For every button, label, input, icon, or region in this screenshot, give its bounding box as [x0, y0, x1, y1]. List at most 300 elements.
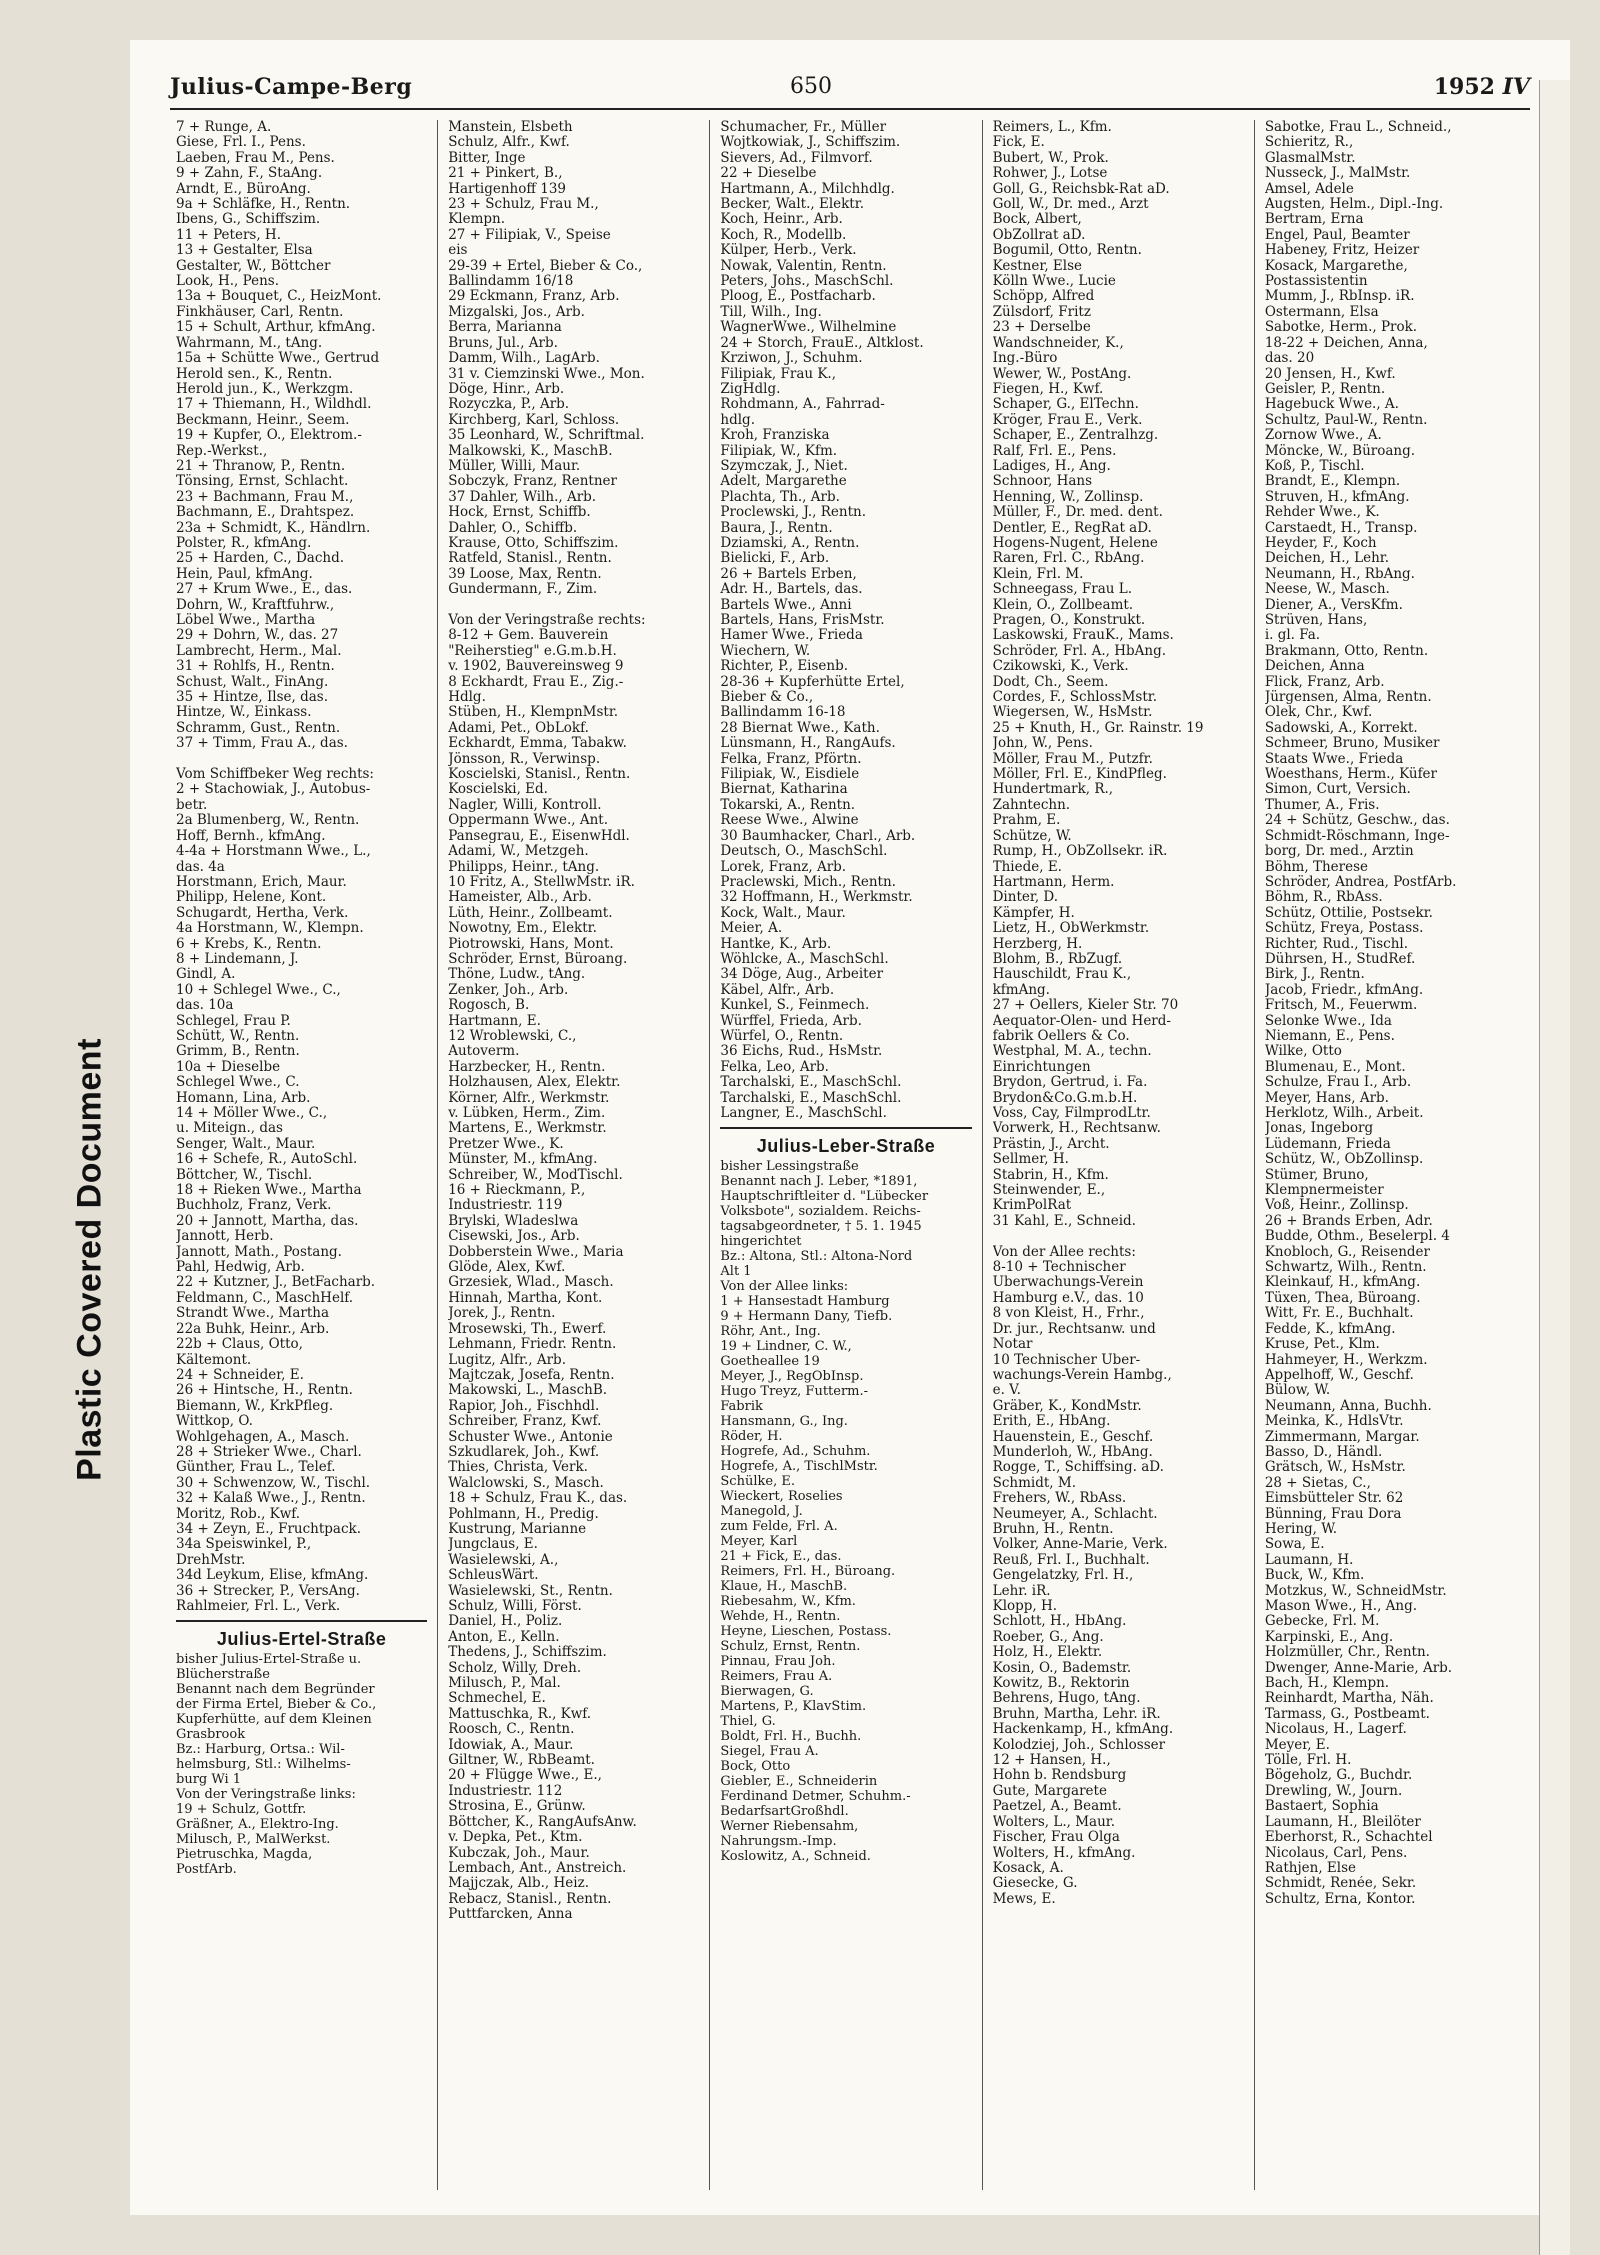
- directory-line: Gute, Margarete: [992, 1783, 1107, 1799]
- section-line: Bock, Otto: [720, 1758, 791, 1774]
- section-line: Alt 1: [720, 1263, 752, 1279]
- directory-line: Sobczyk, Franz, Rentner: [448, 474, 617, 490]
- directory-line: 25 + Knuth, H., Gr. Rainstr. 19: [992, 720, 1204, 736]
- section-line: Meyer, J., RegObInsp.: [720, 1368, 864, 1384]
- directory-line: Milusch, P., Mal.: [448, 1676, 561, 1692]
- directory-line: Hdlg.: [448, 690, 486, 706]
- directory-line: Schütz, Ottilie, Postsekr.: [1264, 905, 1433, 921]
- directory-line: Bogumil, Otto, Rentn.: [992, 243, 1142, 259]
- section-line: Kupferhütte, auf dem Kleinen: [176, 1711, 372, 1727]
- directory-line: Hintze, W., Einkass.: [176, 705, 312, 721]
- directory-line: Kirchberg, Karl, Schloss.: [448, 412, 620, 428]
- directory-line: Steinwender, E.,: [992, 1183, 1106, 1199]
- directory-line: Rehder Wwe., K.: [1264, 505, 1380, 521]
- directory-line: Manstein, Elsbeth: [448, 120, 573, 135]
- directory-line: Grimm, B., Rentn.: [176, 1044, 300, 1060]
- directory-line: Koch, R., Modellb.: [720, 227, 847, 243]
- directory-line: Basso, D., Händl.: [1264, 1444, 1383, 1460]
- directory-line: Neumeyer, A., Schlacht.: [992, 1506, 1158, 1522]
- directory-line: Herold jun., K., Werkzgm.: [176, 381, 354, 397]
- directory-line: Schuster Wwe., Antonie: [448, 1429, 613, 1445]
- directory-line: 26 + Hintsche, H., Rentn.: [176, 1383, 353, 1399]
- section-line: Reimers, Frau A.: [720, 1668, 833, 1684]
- directory-line: Schütt, W., Rentn.: [176, 1028, 300, 1044]
- directory-line: Selonke Wwe., Ida: [1264, 1013, 1392, 1029]
- directory-line: Dahler, O., Schiffb.: [448, 520, 578, 536]
- section-line: Boldt, Frl. H., Buchh.: [720, 1728, 862, 1744]
- directory-line: Notar: [992, 1337, 1033, 1353]
- directory-line: kfmAng.: [992, 982, 1050, 998]
- directory-line: Jönsson, R., Verwinsp.: [448, 751, 601, 767]
- column-3: [710, 120, 982, 2190]
- directory-line: betr.: [176, 797, 208, 813]
- directory-line: Schütz, W., ObZollinsp.: [1264, 1152, 1424, 1168]
- directory-line: Zornow Wwe., A.: [1264, 428, 1382, 444]
- directory-line: Kroh, Franziska: [720, 428, 830, 444]
- directory-line: Plachta, Th., Arb.: [720, 489, 840, 505]
- section-line: Pietruschka, Magda,: [176, 1846, 313, 1862]
- directory-line: Wilke, Otto: [1264, 1044, 1342, 1060]
- directory-line: Rapior, Joh., Fischhdl.: [448, 1398, 600, 1414]
- directory-line: Möncke, W., Büroang.: [1264, 443, 1416, 459]
- directory-line: Nusseck, J., MalMstr.: [1264, 166, 1411, 182]
- directory-line: 35 + Hintze, Ilse, das.: [176, 690, 329, 706]
- directory-line: Bünning, Frau Dora: [1264, 1506, 1402, 1522]
- directory-line: Lietz, H., ObWerkmstr.: [992, 921, 1150, 937]
- directory-line: Autoverm.: [448, 1044, 520, 1060]
- directory-line: Ladiges, H., Ang.: [992, 458, 1111, 474]
- directory-line: Appelhoff, W., Geschf.: [1264, 1367, 1414, 1383]
- directory-line: Postassistentin: [1264, 274, 1368, 290]
- directory-line: Hock, Ernst, Schiffb.: [448, 505, 591, 521]
- directory-line: 7 + Runge, A.: [176, 120, 272, 135]
- directory-line: v. Lübken, Herm., Zim.: [448, 1106, 606, 1121]
- directory-line: Beckmann, Heinr., Seem.: [176, 412, 350, 428]
- directory-line: Schust, Walt., FinAng.: [176, 674, 329, 690]
- directory-line: Lugitz, Alfr., Arb.: [448, 1352, 566, 1368]
- directory-line: Meyer, Hans, Arb.: [1264, 1090, 1389, 1106]
- directory-line: Bubert, W., Prok.: [992, 150, 1109, 166]
- directory-line: Koch, Heinr., Arb.: [720, 212, 843, 228]
- directory-line: Becker, Walt., Elektr.: [720, 197, 864, 213]
- section-line: BedarfsartGroßhdl.: [720, 1803, 849, 1819]
- directory-line: Ballindamm 16/18: [448, 274, 574, 290]
- directory-line: Hinnah, Martha, Kont.: [448, 1290, 603, 1306]
- directory-line: 31 v. Ciemzinski Wwe., Mon.: [448, 366, 645, 382]
- directory-line: Herold sen., K., Rentn.: [176, 366, 333, 382]
- directory-line: Meyer, E.: [1264, 1737, 1330, 1753]
- directory-line: Hartmann, Herm.: [992, 874, 1115, 890]
- directory-line: Hohn b. Rendsburg: [992, 1768, 1127, 1784]
- directory-line: Laskowski, FrauK., Mams.: [992, 628, 1174, 644]
- directory-line: Feldmann, C., MaschHelf.: [176, 1290, 354, 1306]
- directory-line: Nicolaus, H., Lagerf.: [1264, 1722, 1407, 1738]
- directory-line: 27 + Krum Wwe., E., das.: [176, 582, 353, 598]
- directory-line: Biemann, W., KrkPfleg.: [176, 1398, 334, 1414]
- directory-line: Damm, Wilh., LagArb.: [448, 351, 600, 367]
- section-line: Milusch, P., MalWerkst.: [176, 1831, 331, 1847]
- directory-line: 34 Döge, Aug., Arbeiter: [720, 967, 884, 983]
- directory-line: Giese, Frl. I., Pens.: [176, 135, 306, 151]
- section-line: Pinnau, Frau Joh.: [720, 1653, 836, 1669]
- directory-line: Schulze, Frau I., Arb.: [1264, 1075, 1412, 1091]
- section-line: Wehde, H., Rentn.: [720, 1608, 841, 1624]
- directory-line: Kolodziej, Joh., Schlosser: [992, 1737, 1166, 1753]
- directory-line: Staats Wwe., Frieda: [1264, 751, 1404, 767]
- directory-line: Filipiak, W., Kfm.: [720, 443, 838, 459]
- directory-line: KrimPolRat: [992, 1198, 1072, 1214]
- directory-line: 21 + Pinkert, B.,: [448, 166, 563, 182]
- directory-line: i. gl. Fa.: [1264, 628, 1321, 644]
- directory-line: Neumann, Anna, Buchh.: [1264, 1398, 1432, 1414]
- directory-line: Cisewski, Jos., Arb.: [448, 1229, 580, 1245]
- section-line: zum Felde, Frl. A.: [720, 1518, 838, 1534]
- section-line: Wieckert, Roselies: [720, 1488, 843, 1504]
- directory-line: Wewer, W., PostAng.: [992, 366, 1132, 382]
- directory-line: Schaper, G., ElTechn.: [992, 397, 1139, 413]
- directory-line: Neumann, H., RbAng.: [1264, 566, 1415, 582]
- directory-line: Blohm, B., RbZugf.: [992, 951, 1123, 967]
- directory-line: Ballindamm 16-18: [720, 705, 846, 721]
- directory-line: Niemann, E., Pens.: [1264, 1028, 1395, 1044]
- directory-line: Bruhn, Martha, Lehr. iR.: [992, 1706, 1161, 1722]
- section-line: Blücherstraße: [176, 1666, 270, 1682]
- directory-line: 29-39 + Ertel, Bieber & Co.,: [448, 258, 643, 274]
- directory-line: Brylski, Wladeslwa: [448, 1213, 579, 1229]
- directory-line: Strosina, E., Grünw.: [448, 1799, 586, 1815]
- directory-line: Schultz, Erna, Kontor.: [1264, 1891, 1416, 1907]
- directory-line: Schmechel, E.: [448, 1691, 546, 1707]
- section-line: Grasbrook: [176, 1726, 246, 1742]
- directory-line: Hoff, Bernh., kfmAng.: [176, 828, 326, 844]
- directory-line: Walclowski, S., Masch.: [448, 1475, 604, 1491]
- directory-line: Witt, Fr. E., Buchhalt.: [1264, 1306, 1414, 1322]
- directory-line: Böttcher, W., Tischl.: [176, 1167, 313, 1183]
- directory-line: 6 + Krebs, K., Rentn.: [176, 936, 322, 952]
- directory-line: Müller, F., Dr. med. dent.: [992, 505, 1163, 521]
- directory-line: Dinter, D.: [992, 890, 1059, 906]
- directory-line: 22 + Dieselbe: [720, 166, 817, 182]
- directory-line: Schütze, W.: [992, 828, 1072, 844]
- directory-line: Adelt, Margarethe: [720, 474, 847, 490]
- directory-line: 11 + Peters, H.: [176, 227, 281, 243]
- directory-line: Wiegersen, W., HsMstr.: [992, 705, 1153, 721]
- directory-line: Harzbecker, H., Rentn.: [448, 1059, 606, 1075]
- header-volume: IV: [1502, 74, 1530, 100]
- directory-line: Schultz, Paul-W., Rentn.: [1264, 412, 1428, 428]
- directory-line: Käbel, Alfr., Arb.: [720, 982, 835, 998]
- directory-line: Lehr. iR.: [992, 1583, 1051, 1599]
- directory-line: Munderloh, W., HbAng.: [992, 1444, 1153, 1460]
- directory-line: SchleusWärt.: [448, 1568, 539, 1584]
- directory-line: Amsel, Adele: [1264, 181, 1354, 197]
- directory-line: Schröder, Frl. A., HbAng.: [992, 643, 1167, 659]
- directory-line: Geisler, P., Rentn.: [1264, 381, 1386, 397]
- directory-line: Pragen, O., Konstrukt.: [992, 613, 1146, 628]
- directory-line: v. 1902, Bauvereinsweg 9: [448, 659, 624, 675]
- section-line: Benannt nach J. Leber, *1891,: [720, 1173, 918, 1189]
- directory-line: Lüth, Heinr., Zollbeamt.: [448, 905, 613, 921]
- directory-line: Bartels Wwe., Anni: [720, 597, 852, 613]
- directory-line: Mattuschka, R., Kwf.: [448, 1706, 592, 1722]
- section-line: Hogrefe, A., TischlMstr.: [720, 1458, 878, 1474]
- directory-line: Sievers, Ad., Filmvorf.: [720, 150, 873, 166]
- directory-line: das. 10a: [176, 998, 234, 1014]
- street-section-title: Julius-Leber-Straße: [756, 1136, 936, 1157]
- directory-line: 32 Hoffmann, H., Werkmstr.: [720, 890, 913, 906]
- section-line: Werner Riebensahm,: [720, 1818, 859, 1834]
- section-line: 9 + Hermann Dany, Tiefb.: [720, 1308, 893, 1324]
- directory-line: Kubczak, Joh., Maur.: [448, 1845, 590, 1861]
- directory-line: Deichen, Anna: [1264, 659, 1365, 675]
- directory-line: Berra, Marianna: [448, 320, 562, 336]
- directory-line: Simon, Curt, Versich.: [1264, 782, 1411, 798]
- section-line: bisher Julius-Ertel-Straße u.: [176, 1651, 362, 1667]
- header-street: Julius-Campe-Berg: [170, 74, 413, 100]
- directory-line: Giltner, W., RbBeamt.: [448, 1753, 595, 1769]
- directory-line: Wandschneider, K.,: [992, 335, 1124, 351]
- directory-line: Wohlgehagen, A., Masch.: [176, 1429, 350, 1445]
- directory-line: Günther, Frau L., Telef.: [176, 1460, 336, 1476]
- section-line: Nahrungsm.-Imp.: [720, 1833, 837, 1849]
- directory-line: Körner, Alfr., Werkmstr.: [448, 1090, 610, 1106]
- directory-line: Cordes, F., SchlossMstr.: [992, 690, 1158, 706]
- section-line: Bierwagen, G.: [720, 1683, 814, 1699]
- directory-line: Industriestr. 119: [448, 1198, 563, 1214]
- directory-line: Einrichtungen: [992, 1059, 1091, 1075]
- directory-line: Wöhlcke, A., MaschSchl.: [720, 951, 889, 967]
- directory-line: Jannott, Math., Postang.: [176, 1244, 342, 1260]
- section-line: Manegold, J.: [720, 1503, 803, 1519]
- directory-line: Heyder, F., Koch: [1264, 535, 1377, 551]
- directory-line: Reuß, Frl. I., Buchhalt.: [992, 1552, 1150, 1568]
- section-line: 21 + Fick, E., das.: [720, 1548, 842, 1564]
- directory-line: Daniel, H., Poliz.: [448, 1614, 563, 1630]
- section-line: burg Wi 1: [176, 1771, 242, 1787]
- directory-line: Zenker, Joh., Arb.: [448, 982, 569, 998]
- directory-line: Szymczak, J., Niet.: [720, 458, 848, 474]
- directory-line: Czikowski, K., Verk.: [992, 659, 1129, 675]
- directory-line: Deutsch, O., MaschSchl.: [720, 844, 888, 860]
- directory-line: Brandt, E., Klempn.: [1264, 474, 1401, 490]
- directory-line: hdlg.: [720, 412, 755, 428]
- directory-line: Brakmann, Otto, Rentn.: [1264, 643, 1429, 659]
- directory-line: Laeben, Frau M., Pens.: [176, 150, 335, 166]
- directory-line: "Reiherstieg" e.G.m.b.H.: [448, 643, 617, 659]
- directory-line: 13 + Gestalter, Elsa: [176, 243, 313, 259]
- section-line: Hogrefe, Ad., Schuhm.: [720, 1443, 871, 1459]
- directory-line: Baura, J., Rentn.: [720, 520, 833, 536]
- directory-line: Hagebuck Wwe., A.: [1264, 397, 1399, 413]
- section-line: Röhr, Ant., Ing.: [720, 1323, 821, 1339]
- directory-line: 34 + Zeyn, E., Fruchtpack.: [176, 1521, 361, 1537]
- directory-line: Tönsing, Ernst, Schlacht.: [176, 474, 349, 490]
- directory-line: Bastaert, Sophia: [1264, 1799, 1379, 1815]
- directory-line: [448, 598, 699, 613]
- section-line: 1 + Hansestadt Hamburg: [720, 1293, 890, 1309]
- directory-line: 34d Leykum, Elise, kfmAng.: [176, 1568, 369, 1584]
- directory-line: Koscielski, Ed.: [448, 782, 548, 798]
- directory-line: Koscielski, Stanisl., Rentn.: [448, 767, 631, 783]
- directory-line: Schröder, Andrea, PostfArb.: [1264, 874, 1457, 890]
- directory-line: 32 + Kalaß Wwe., J., Rentn.: [176, 1491, 366, 1507]
- directory-line: Rahlmeier, Frl. L., Verk.: [176, 1599, 341, 1614]
- directory-line: Rathjen, Else: [1264, 1860, 1356, 1876]
- directory-line: Finkhäuser, Carl, Rentn.: [176, 304, 344, 320]
- directory-line: 37 + Timm, Frau A., das.: [176, 736, 348, 752]
- directory-line: Bach, H., Klempn.: [1264, 1676, 1390, 1692]
- directory-line: Zülsdorf, Fritz: [992, 304, 1091, 320]
- directory-line: Malkowski, K., MaschB.: [448, 443, 613, 459]
- directory-line: Tüxen, Thea, Büroang.: [1264, 1290, 1421, 1306]
- directory-line: Bruns, Jul., Arb.: [448, 335, 558, 351]
- directory-line: Kosin, O., Bademstr.: [992, 1660, 1132, 1676]
- directory-line: Bock, Albert,: [992, 212, 1082, 228]
- directory-line: Kruse, Pet., Klm.: [1264, 1337, 1380, 1353]
- directory-line: Nicolaus, Carl, Pens.: [1264, 1845, 1408, 1861]
- directory-line: Löbel Wwe., Martha: [176, 613, 316, 628]
- directory-line: 8 + Lindemann, J.: [176, 951, 299, 967]
- directory-line: Thies, Christa, Verk.: [448, 1460, 588, 1476]
- directory-line: Tarchalski, E., MaschSchl.: [720, 1090, 902, 1106]
- directory-line: Horstmann, Erich, Maur.: [176, 874, 347, 890]
- directory-line: Rozyczka, P., Arb.: [448, 397, 570, 413]
- directory-line: Eberhorst, R., Schachtel: [1264, 1830, 1433, 1846]
- directory-line: Scholz, Willy, Dreh.: [448, 1660, 582, 1676]
- directory-line: das. 4a: [176, 859, 225, 875]
- directory-line: Klempnermeister: [1264, 1183, 1384, 1199]
- directory-line: u. Miteign., das: [176, 1121, 283, 1137]
- directory-line: Thiede, E.: [992, 859, 1062, 875]
- directory-line: Tarchalski, E., MaschSchl.: [720, 1075, 902, 1091]
- directory-line: Proclewski, J., Rentn.: [720, 505, 866, 521]
- directory-line: Pretzer Wwe., K.: [448, 1136, 564, 1152]
- directory-line: Puttfarcken, Anna: [448, 1907, 573, 1923]
- directory-line: 8 von Kleist, H., Frhr.,: [992, 1306, 1145, 1322]
- directory-line: Kosack, Margarethe,: [1264, 258, 1408, 274]
- directory-line: Roeber, G., Ang.: [992, 1629, 1104, 1645]
- section-line: Hauptschriftleiter d. "Lübecker: [720, 1188, 929, 1204]
- directory-line: 34a Speiswinkel, P.,: [176, 1537, 312, 1553]
- directory-line: Felka, Leo, Arb.: [720, 1059, 829, 1075]
- section-line: Goetheallee 19: [720, 1353, 820, 1369]
- directory-line: Dr. jur., Rechtsanw. und: [992, 1321, 1156, 1337]
- directory-line: [993, 1229, 1244, 1244]
- directory-line: Jacob, Friedr., kfmAng.: [1264, 982, 1424, 998]
- directory-line: Glöde, Alex, Kwf.: [448, 1260, 566, 1276]
- directory-line: 8-12 + Gem. Bauverein: [448, 628, 609, 644]
- directory-line: Hamer Wwe., Frieda: [720, 628, 863, 644]
- directory-line: Motzkus, W., SchneidMstr.: [1264, 1583, 1447, 1599]
- directory-line: Schramm, Gust., Rentn.: [176, 720, 341, 736]
- directory-line: eis: [448, 243, 468, 259]
- directory-line: Schmidt, M.: [992, 1475, 1076, 1491]
- directory-line: Reese Wwe., Alwine: [720, 813, 859, 829]
- directory-line: Dodt, Ch., Seem.: [992, 674, 1109, 690]
- directory-line: 12 Wroblewski, C.,: [448, 1028, 577, 1044]
- directory-line: Eckhardt, Emma, Tabakw.: [448, 736, 627, 752]
- directory-line: Bruhn, H., Rentn.: [992, 1521, 1114, 1537]
- directory-line: 27 + Oellers, Kieler Str. 70: [992, 998, 1179, 1014]
- directory-line: 20 + Jannott, Martha, das.: [176, 1213, 359, 1229]
- directory-line: Hamburg e.V., das. 10: [992, 1290, 1144, 1306]
- directory-line: Bertram, Erna: [1264, 212, 1364, 228]
- directory-line: Richter, Rud., Tischl.: [1264, 936, 1409, 952]
- directory-line: Kämpfer, H.: [992, 905, 1075, 921]
- directory-line: Deichen, H., Lehr.: [1264, 551, 1390, 567]
- section-line: Hugo Treyz, Futterm.-: [720, 1383, 869, 1399]
- directory-line: Paetzel, A., Beamt.: [992, 1799, 1122, 1815]
- directory-line: Adami, W., Metzgeh.: [448, 844, 589, 860]
- directory-line: 10 Fritz, A., StellwMstr. iR.: [448, 874, 635, 890]
- directory-line: Mumm, J., RbInsp. iR.: [1264, 289, 1415, 305]
- directory-line: 24 + Storch, FrauE., Altklost.: [720, 335, 924, 351]
- directory-line: Bachmann, E., Drahtspez.: [176, 505, 355, 521]
- directory-line: Sabotke, Herm., Prok.: [1264, 320, 1418, 336]
- directory-line: Eimsbütteler Str. 62: [1264, 1491, 1404, 1507]
- directory-line: Münster, M., kfmAng.: [448, 1152, 598, 1168]
- directory-line: 31 + Rohlfs, H., Rentn.: [176, 659, 335, 675]
- directory-line: Prahm, E.: [992, 813, 1061, 829]
- directory-line: 26 + Bartels Erben,: [720, 566, 857, 582]
- directory-line: Piotrowski, Hans, Mont.: [448, 936, 614, 952]
- directory-line: Knobloch, G., Reisender: [1264, 1244, 1430, 1260]
- directory-line: Moritz, Rob., Kwf.: [176, 1506, 301, 1522]
- directory-line: das. 20: [1264, 351, 1315, 367]
- directory-line: 30 + Schwenzow, W., Tischl.: [176, 1475, 371, 1491]
- directory-line: Adami, Pet., ObLokf.: [448, 720, 589, 736]
- directory-line: Filipiak, Frau K.,: [720, 366, 837, 382]
- directory-line: 4a Horstmann, W., Klempn.: [176, 921, 364, 937]
- directory-line: Holz, H., Elektr.: [992, 1645, 1103, 1661]
- directory-line: Makowski, L., MaschB.: [448, 1383, 608, 1399]
- section-line: Ferdinand Detmer, Schuhm.-: [720, 1788, 911, 1804]
- directory-line: Bitter, Inge: [448, 150, 526, 166]
- directory-line: Fedde, K., kfmAng.: [1264, 1321, 1396, 1337]
- directory-line: 2 + Stachowiak, J., Autobus-: [176, 782, 371, 798]
- columns-container: [166, 120, 1526, 2190]
- directory-line: 22b + Claus, Otto,: [176, 1337, 303, 1353]
- directory-line: 25 + Harden, C., Dachd.: [176, 551, 345, 567]
- section-line: Schülke, E.: [720, 1473, 795, 1489]
- directory-line: Nowak, Valentin, Rentn.: [720, 258, 887, 274]
- directory-line: 23 + Derselbe: [992, 320, 1091, 336]
- directory-line: Kustrung, Marianne: [448, 1521, 587, 1537]
- directory-line: Buchholz, Franz, Verk.: [176, 1198, 332, 1214]
- directory-line: Erith, E., HbAng.: [992, 1414, 1111, 1430]
- directory-line: Look, H., Pens.: [176, 274, 280, 290]
- directory-line: Pansegrau, E., EisenwHdl.: [448, 828, 630, 844]
- directory-line: 29 + Dohrn, W., das. 27: [176, 628, 339, 644]
- directory-line: 15a + Schütte Wwe., Gertrud: [176, 351, 380, 367]
- directory-line: Strandt Wwe., Martha: [176, 1306, 330, 1322]
- directory-line: Laumann, H.: [1264, 1552, 1354, 1568]
- directory-line: 24 + Schütz, Geschw., das.: [1264, 813, 1450, 829]
- directory-line: Senger, Walt., Maur.: [176, 1136, 316, 1152]
- directory-line: Budde, Othm., Beselerpl. 4: [1264, 1229, 1450, 1245]
- directory-line: Schugardt, Hertha, Verk.: [176, 905, 349, 921]
- directory-line: Hameister, Alb., Arb.: [448, 890, 592, 906]
- directory-line: 20 Jensen, H., Kwf.: [1264, 366, 1396, 382]
- directory-line: Hackenkamp, H., kfmAng.: [992, 1722, 1174, 1738]
- directory-line: 10 Technischer Über-: [992, 1352, 1141, 1368]
- directory-line: 31 Kahl, E., Schneid.: [992, 1213, 1136, 1229]
- directory-line: Wittkop, O.: [176, 1414, 253, 1430]
- directory-line: 18 + Rieken Wwe., Martha: [176, 1183, 362, 1199]
- directory-line: Neese, W., Masch.: [1264, 582, 1390, 598]
- directory-line: 23 + Schulz, Frau M.,: [448, 197, 599, 213]
- directory-line: Hundertmark, R.,: [992, 782, 1114, 798]
